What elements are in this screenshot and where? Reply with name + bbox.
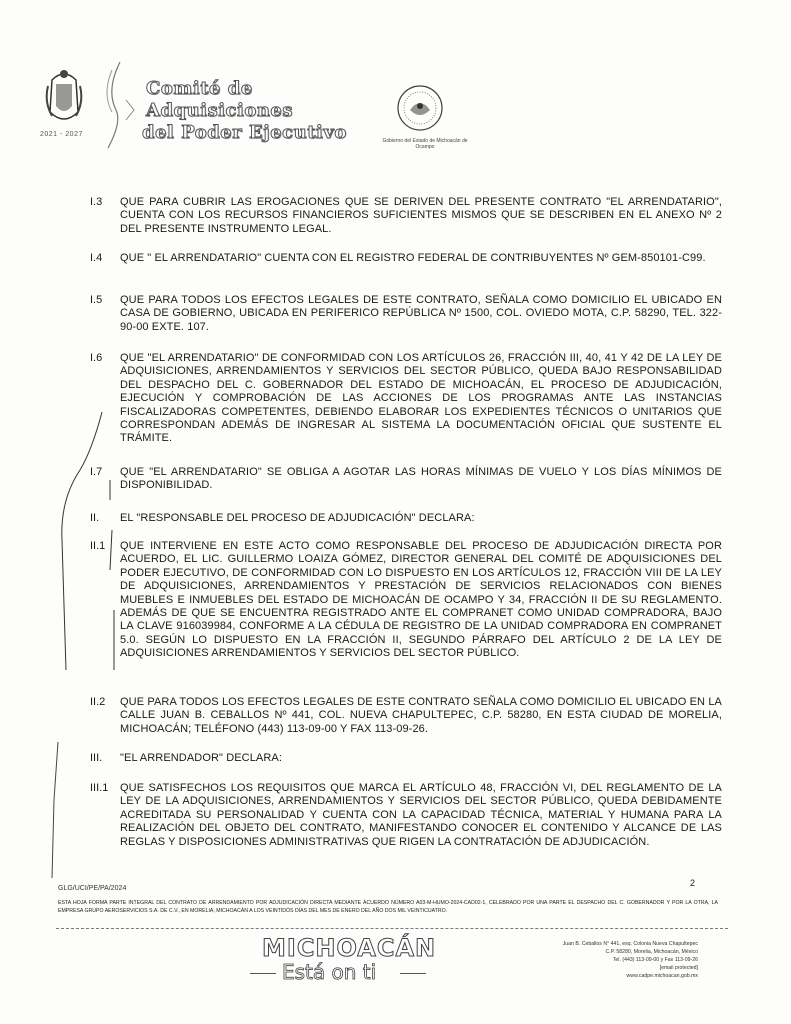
- government-seal-icon: [396, 84, 444, 132]
- document-code: GLG/UCI/PE/PA/2024: [58, 885, 127, 892]
- clause-number: I.5: [90, 294, 103, 306]
- address-line: www.cadpe.michoacan.gob.mx: [626, 973, 698, 979]
- clause-ii2: [90, 696, 722, 740]
- clause-text: QUE PARA CUBRIR LAS EROGACIONES QUE SE DERIVEN DEL PRESENTE CONTRATO "EL ARRENDATARIO", CUENTA CON LOS RECURSOS FINANCIEROS SUFICIENTES MISMOS QUE SE DESCRIBEN EN EL ANEXO Nº 2 DEL PRESENTE INSTRUMENTO LEGAL.: [120, 196, 722, 235]
- michoacan-brand: MICHOACÁN: [262, 934, 437, 962]
- clause-number: III.1: [90, 782, 109, 794]
- clause-number: I.7: [90, 466, 103, 478]
- clause-text: QUE PARA TODOS LOS EFECTOS LEGALES DE ESTE CONTRATO, SEÑALA COMO DOMICILIO EL UBICADO EN CASA DE GOBIERNO, UBICADA EN PERIFERICO REPÚBLICA Nº 1500, COL. OVIEDO MOTA, C.P. 58290, TEL. 322-90-00 EXTE. 107.: [120, 294, 722, 333]
- clause-heading: "EL ARRENDADOR" DECLARA:: [120, 752, 283, 764]
- clause-text: QUE INTERVIENE EN ESTE ACTO COMO RESPONSABLE DEL PROCESO DE ADJUDICACIÓN DIRECTA POR ACUERDO, EL LIC. GUILLERMO LOAIZA GÓMEZ, DIRECTOR GENERAL DEL COMITÉ DE ADQUISICIONES DEL PODER EJECUTIVO, DE CONFORMIDAD CON LO DISPUESTO EN LOS ARTÍCULOS 12, FRACCIÓN VIII DE LA LEY DE ADQUISICIONES, ARRENDAMIENTOS Y PRESTACIÓN DE SERVICIOS RELACIONADOS CON BIENES MUEBLES E INMUEBLES DEL ESTADO DE MICHOACÁN DE OCAMPO Y 34, FRACCIÓN II DE SU REGLAMENTO. ADEMÁS DE QUE SE ENCUENTRA REGISTRADO ANTE EL COMPRANET COMO UNIDAD COMPRADORA, BAJO LA CLAVE 916039984, CONFORME A LA CÉDULA DE REGISTRO DE LA UNIDAD COMPRADORA EN COMPRANET 5.0. SEGÚN LO DISPUESTO EN LA FRACCIÓN II, SEGUNDO PÁRRAFO DEL ARTÍCULO 2 DE LA LEY DE ADQUISICIONES ARRENDAMIENTOS Y SERVICIOS DEL SECTOR PÚBLICO.: [120, 540, 722, 660]
- clause-ii1: [90, 540, 722, 680]
- brand-slogan: Está on ti: [282, 960, 377, 984]
- clause-heading: EL "RESPONSABLE DEL PROCESO DE ADJUDICACIÓN" DECLARA:: [120, 512, 475, 524]
- clause-text: QUE PARA TODOS LOS EFECTOS LEGALES DE ESTE CONTRATO SEÑALA COMO DOMICILIO EL UBICADO EN LA CALLE JUAN B. CEBALLOS Nº 441, COL. NUEVA CHAPULTEPEC, C.P. 58280, EN ESTA CIUDAD DE MORELIA, MICHOACÁN; TELÉFONO (443) 113-09-00 Y FAX 113-09-26.: [120, 696, 722, 735]
- clause-i3: [90, 196, 722, 236]
- clause-text: QUE "EL ARRENDATARIO" SE OBLIGA A AGOTAR LAS HORAS MÍNIMAS DE VUELO Y LOS DÍAS MÍNIMOS DE DISPONIBILIDAD.: [120, 466, 722, 492]
- address-line: Juan B. Ceballos N° 441, esq. Colonia Nueva Chapultepec: [562, 941, 698, 947]
- swoosh-logo-icon: [98, 60, 138, 150]
- clause-number: II.: [90, 512, 100, 524]
- address-line: [email protected]: [659, 965, 698, 971]
- crest-year: 2021 - 2027: [40, 131, 83, 138]
- clause-i4: [90, 252, 722, 282]
- org-line-2: Adquisiciones: [146, 100, 294, 121]
- clause-ii: [90, 512, 722, 528]
- clause-i7: [90, 466, 722, 494]
- slogan-rule-right: [400, 973, 426, 974]
- footer-divider: [56, 928, 728, 929]
- handwritten-margin-mark: [40, 410, 120, 710]
- clause-number: I.4: [90, 252, 103, 264]
- org-name: [142, 78, 347, 144]
- clause-number: III.: [90, 752, 103, 764]
- clause-text: QUE "EL ARRENDATARIO" DE CONFORMIDAD CON LOS ARTÍCULOS 26, FRACCIÓN III, 40, 41 Y 42 DE LA LEY DE ADQUISICIONES, ARRENDAMIENTOS Y SERVICIOS DEL SECTOR PÚBLICO, QUEDA BAJO RESPONSABILIDAD DEL DESPACHO DEL C. GOBERNADOR DEL ESTADO DE MICHOACÁN, EL PROCESO DE ADJUDICACIÓN, EJECUCIÓN Y COMPROBACIÓN DE LAS ACCIONES DE LOS PROGRAMAS ANTE LAS INSTANCIAS FISCALIZADORAS COMPETENTES, DEBIENDO ELABORAR LOS EXPEDIENTES TÉCNICOS O UNITARIOS QUE CORRESPONDAN ADEMÁS DE INGRESAR AL SISTEMA LA DOCUMENTACIÓN OFICIAL QUE SUSTENTE EL TRÁMITE.: [120, 352, 722, 445]
- handwritten-margin-line: [44, 740, 64, 880]
- clause-number: II.2: [90, 696, 106, 708]
- clause-number: I.3: [90, 196, 103, 208]
- state-crest-icon: [44, 66, 84, 130]
- org-line-1: Comité de: [146, 78, 253, 99]
- org-line-3: del Poder Ejecutivo: [142, 122, 347, 143]
- clause-number: I.6: [90, 352, 103, 364]
- clause-iii: [90, 752, 722, 768]
- slogan-rule-left: [250, 973, 276, 974]
- clause-text: QUE " EL ARRENDATARIO" CUENTA CON EL REGISTRO FEDERAL DE CONTRIBUYENTES Nº GEM-850101-C99.: [120, 252, 706, 264]
- footer-note: ESTA HOJA FORMA PARTE INTEGRAL DEL CONTRATO DE ARRENDAMIENTO POR ADJUDICACIÓN DIRECTA MEDIANTE ACUERDO NÚMERO A03-M-HUMO-2024-CAD02-1, CELEBRADO POR UNA PARTE EL DESPACHO DEL C. GOBERNADOR Y POR LA OTRA, LA EMPRESA GRUPO AEROSERVICIOS S.A. DE C.V., EN MORELIA, MICHOACÁN A LOS VEINTIDÓS DÍAS DEL MES DE ENERO DEL AÑO DOS MIL VEINTICUATRO.: [58, 900, 718, 914]
- footer-address: [508, 940, 698, 980]
- clause-number: II.1: [90, 540, 106, 552]
- clause-i6: [90, 352, 722, 452]
- seal-caption: Gobierno del Estado de Michoacán de Ocampo: [382, 138, 468, 150]
- address-line: C.P. 58280, Morelia, Michoacán, México: [605, 949, 698, 955]
- clause-text: QUE SATISFECHOS LOS REQUISITOS QUE MARCA EL ARTÍCULO 48, FRACCIÓN VI, DEL REGLAMENTO DE LA LEY DE LA ADQUISICIONES, ARRENDAMIENTOS Y SERVICIOS DEL SECTOR PÚBLICO, QUEDA DEBIDAMENTE ACREDITADA SU PERSONALIDAD Y CUENTA CON LA CAPACIDAD TÉCNICA, MATERIAL Y HUMANA PARA LA REALIZACIÓN DEL OBJETO DEL CONTRATO, MANIFESTANDO CONOCER EL CONTENIDO Y ALCANCE DE LAS REGLAS Y DISPOSICIONES ADMINISTRATIVAS QUE RIGEN LA CONTRATACIÓN DE ADJUDICACIÓN.: [120, 782, 722, 848]
- address-line: Tel. (443) 113-09-00 y Fax 113-09-26: [612, 957, 698, 963]
- clause-iii1: [90, 782, 722, 872]
- clause-i5: [90, 294, 722, 334]
- page-number: 2: [690, 878, 696, 888]
